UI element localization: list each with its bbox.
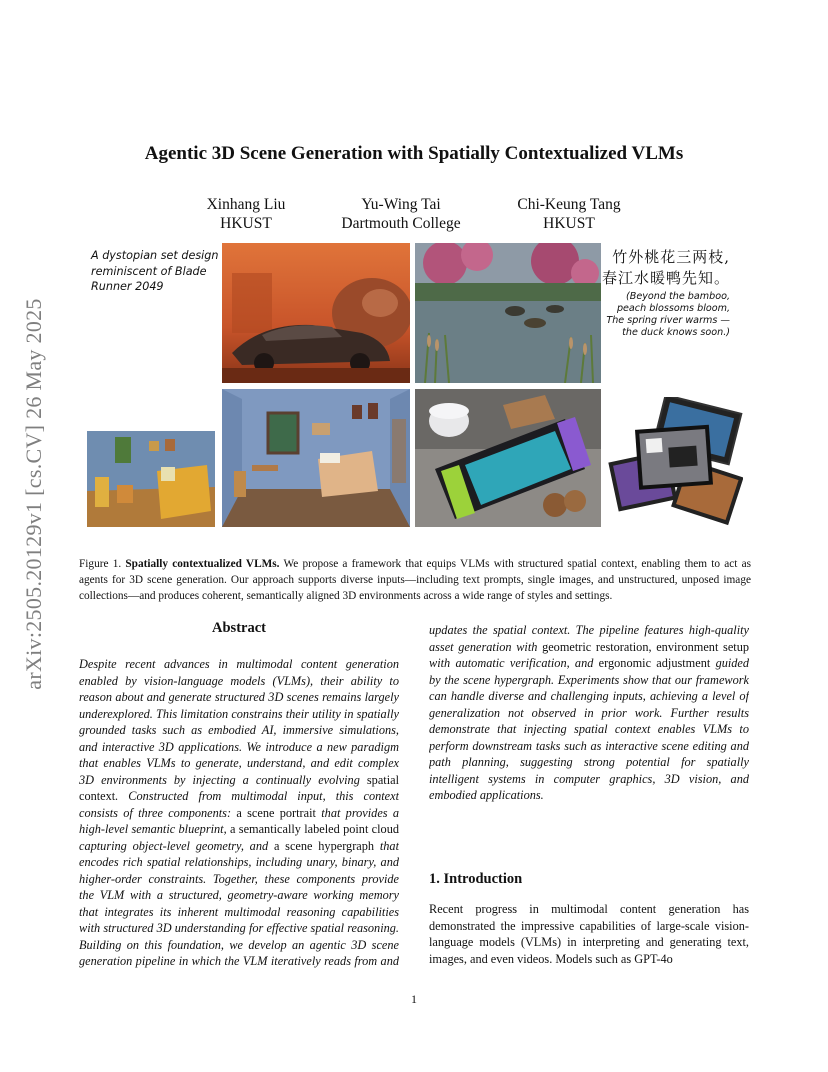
abstract-term-hypergraph: a scene hypergraph: [273, 838, 375, 853]
caption-text: We propose a framework that equips VLMs with structured spatial context, enabling them to act as agents for 3D scene generation. Our approach supports diverse inputs—including text prompts, single images, and unstructured, unposed image collections—and produces coherent, semantically aligned 3D environments across a wide range of styles and settings.: [79, 558, 751, 602]
author-affiliation: HKUST: [220, 215, 272, 232]
author-name: Chi-Keung Tang: [517, 196, 621, 213]
author-affiliation: HKUST: [543, 215, 595, 232]
figure-image-duck-pond: [415, 243, 601, 383]
abstract-term-geometric: geometric restoration, environment setup: [542, 639, 749, 654]
author-block-3: [479, 195, 659, 233]
figure-left-note: A dystopian set design reminiscent of Blade Runner 2049: [91, 249, 219, 293]
abstract-text-5: that encodes rich spatial relationships, including unary, binary, and higher-order constraints. Together, these components provide the VLM with a structured, geometry-aware working memory that integrates its inherent multimodal reasoning capabilities with structured 3D understanding for effective spatial reasoning. Building on this foundation, we develop an agentic 3D scene generation pipeline in which the VLM iteratively reads from and: [79, 838, 399, 968]
figure-image-photo-collection: [607, 397, 743, 527]
abstract-text-6: with automatic verification, and: [429, 656, 594, 670]
poem-line-1: 竹外桃花三两枝,: [612, 248, 730, 266]
introduction-heading: 1. Introduction: [429, 871, 523, 887]
abstract-term-scene-portrait: a scene portrait: [236, 805, 316, 820]
abstract-continuation: [429, 622, 749, 804]
figure-caption: [79, 557, 751, 604]
author-block-1: [156, 195, 336, 233]
abstract-column-left: [79, 656, 399, 968]
arxiv-identifier-text: arXiv:2505.20129v1 [cs.CV] 26 May 2025: [21, 298, 46, 690]
poem-translation: (Beyond the bamboo, peach blossoms bloom, The spring river warms — the duck knows soon.): [606, 291, 730, 338]
abstract-heading: Abstract: [212, 620, 266, 636]
abstract-term-point-cloud: a semantically labeled point cloud: [230, 822, 399, 836]
poem-line-2: 春江水暖鸭先知。: [601, 269, 730, 287]
author-name: Yu-Wing Tai: [361, 196, 441, 213]
figure-image-dystopian-car: [222, 243, 410, 383]
abstract-term-spatial-context: spatial context: [79, 772, 399, 803]
abstract-term-ergonomic: ergonomic adjustment: [598, 656, 711, 670]
abstract-text-2: . Constructed from multimodal input, this context consists of three components:: [79, 789, 399, 820]
figure-image-game-console: [415, 389, 601, 527]
author-name: Xinhang Liu: [206, 196, 286, 213]
author-affiliation: Dartmouth College: [341, 215, 461, 232]
caption-title: Spatially contextualized VLMs.: [125, 558, 280, 570]
figure-image-3d-bedroom: [222, 389, 410, 527]
abstract-text-5: updates the spatial context. The pipeline features high-quality asset generation with: [429, 623, 749, 654]
author-block-2: [311, 195, 491, 233]
arxiv-identifier: [14, 298, 54, 690]
abstract-text-7: guided by the scene hypergraph. Experiments show that our framework can handle diverse and challenging inputs, achieving a level of generalization not observed in prior work. Further results demonstrate that injecting spatial context enables VLMs to perform downstream tasks such as interactive scene editing and path planning, suggesting strong potential for spatially intelligent systems in computer graphics, 3D vision, and embodied applications.: [429, 656, 749, 802]
abstract-text-1: Despite recent advances in multimodal content generation enabled by vision-language models (VLMs), their ability to reason about and generate structured 3D scenes remains largely underexplored. This limitation constrains their utility in spatially grounded tasks such as embodied AI, immersive simulations, and interactive 3D applications. We introduce a new paradigm that enables VLMs to generate, understand, and edit complex 3D environments by injecting a continually evolving: [79, 657, 399, 787]
caption-label: Figure 1.: [79, 558, 122, 570]
figure-poem: [600, 247, 730, 289]
page-number: 1: [411, 992, 417, 1006]
abstract-column-right: [429, 622, 749, 836]
figure-image-bedroom-painting: [87, 431, 215, 527]
abstract-text-3: that provides a high-level semantic blueprint,: [79, 805, 399, 836]
paper-title: Agentic 3D Scene Generation with Spatially Contextualized VLMs: [144, 143, 684, 164]
introduction-text: Recent progress in multimodal content generation has demonstrated the impressive capabilities of large-scale vision-language models (VLMs) in interpreting and generating text, images, and even videos. Models such as GPT-4o: [429, 902, 749, 966]
abstract-text-4: capturing object-level geometry, and: [79, 838, 269, 853]
